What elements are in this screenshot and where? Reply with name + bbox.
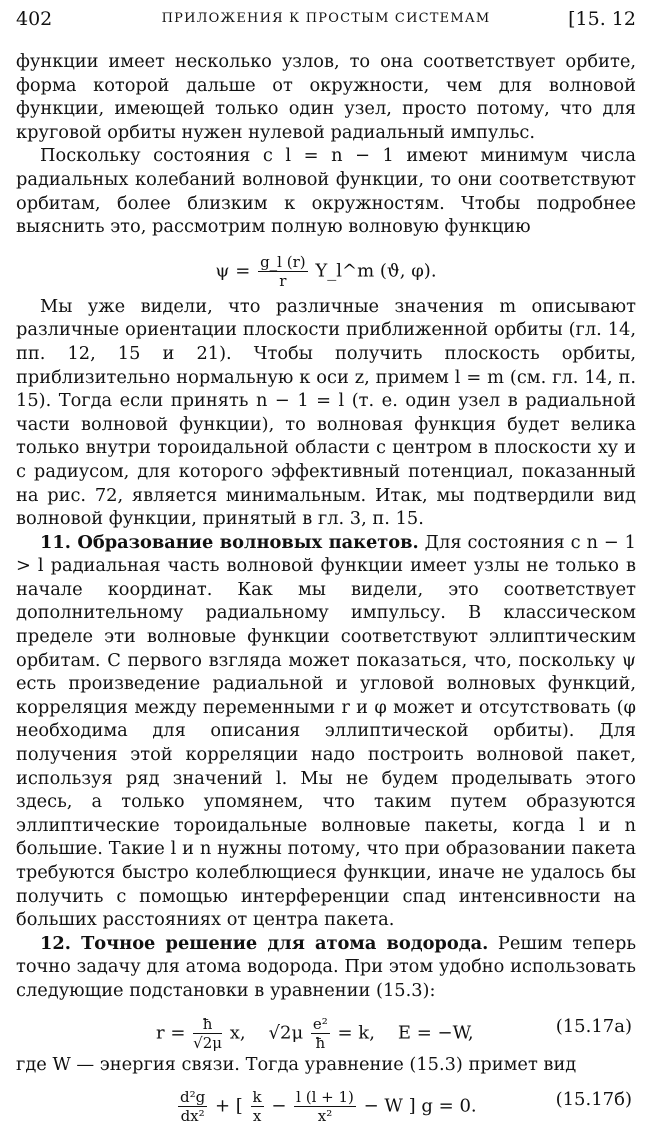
formula-psi-den: r [279,271,287,290]
section-12-text: Решим теперь точно задачу для атома водорода. При этом удобно использовать следующие подстановки в уравнении (15.3): [16,932,637,1001]
eq-a-r-fraction [193,1015,222,1052]
equation-number-a: (15.17а) [555,1015,632,1037]
eq-b-d-num: d²g [180,1088,206,1107]
eq-b-l-fraction [294,1088,356,1125]
eq-a-k-num: e² [312,1014,328,1033]
eq-b-l-num: l (l + 1) [296,1088,354,1107]
eq-a-k-den: ħ [315,1033,326,1052]
eq-a-k-rest: = k, [337,1022,375,1044]
page-header [16,8,636,38]
formula-psi-fraction [258,253,308,290]
eq-b-tail: − W ] g = 0. [363,1095,477,1117]
formula-psi-rest: Y_l^m (ϑ, φ). [315,260,437,282]
section-11-text: Для состояния с n − 1 > l радиальная часть волновой функции имеет узлы не только в начале координат. Как мы видели, это соответствует дополнительному радиальному импульсу. В классическом пределе эти волновые функции соответствуют эллиптическим орбитам. С первого взгляда может показаться, что, поскольку ψ есть произведение радиальной и угловой волновых функций, корреляция между переменными r и φ может и отсутствовать (φ необходима для описания эллиптической орбиты). Для получения этой корреляции надо построить волновой пакет, используя ряд значений l. Мы не будем проделывать этого здесь, а только упомянем, что таким путем образуются эллиптические тороидальные волновые пакеты, когда l и n большие. Такие l и n нужны потому, что при образовании пакета требуются быстро колеблющиеся функции, иначе не удалось бы получить с помощью интерференции спад интенсивности на больших расстояниях от центра пакета. [16,531,636,931]
paragraph-4: где W — энергия связи. Тогда уравнение (15.3) примет вид [16,1053,577,1075]
paragraph-2: Поскольку состояния с l = n − 1 имеют минимум числа радиальных колебаний волновой функции, то они соответствуют орбитам, более близким к окружностям. Чтобы подробнее выяснить это, рассмотрим полную волновую функцию [16,145,636,238]
eq-b-k-num: k [252,1088,262,1107]
formula-psi [16,239,636,295]
running-title: ПРИЛОЖЕНИЯ К ПРОСТЫМ СИСТЕМАМ [161,11,491,26]
eq-b-d-fraction [178,1088,207,1125]
eq-b-k-fraction [251,1088,264,1125]
eq-b-k-den: x [252,1107,262,1126]
equation-15-17b [16,1076,636,1126]
eq-a-k-sqrt: √2μ [268,1022,304,1044]
equation-number-b: (15.17б) [555,1089,632,1111]
eq-b-minus: − [271,1095,287,1117]
eq-a-r-num: ħ [193,1015,222,1034]
section-12-heading: 12. Точное решение для атома водорода. [40,932,489,954]
eq-a-r-var: x, [229,1022,246,1044]
page-body [16,50,636,1126]
eq-b-plus: + [ [214,1095,243,1117]
eq-a-k-fraction [311,1015,330,1052]
paragraph-3: Мы уже видели, что различные значения m описывают различные ориентации плоскости приближенной орбиты (гл. 14, пп. 12, 15 и 21). Чтобы получить плоскость орбиты, приблизительно нормальную к оси z, примем l = m (см. гл. 14, п. 15). Тогда если принять n − 1 = l (т. е. один узел в радиальной части волновой функции), то волновая функция будет велика только внутри тороидальной области с центром в плоскости xy и с радиусом, для которого эффективный потенциал, показанный на рис. 72, является минимальным. Итак, мы подтвердили вид волновой функции, принятый в гл. 3, п. 15. [16,295,636,530]
paragraph-1: функции имеет несколько узлов, то она соответствует орбите, форма которой дальше от окружности, чем для волновой функции, имеющей только один узел, просто потому, что для круговой орбиты нужен нулевой радиальный импульс. [16,51,636,143]
eq-a-r-lhs: r = [156,1022,186,1044]
eq-a-r-den: √2μ [193,1033,223,1052]
section-ref: [15. 12 [568,8,636,30]
section-11-heading: 11. Образование волновых пакетов. [40,531,419,553]
section-12 [16,932,636,1003]
eq-a-E: E = −W, [397,1022,474,1044]
formula-psi-lhs: ψ = [215,260,251,282]
eq-b-l-den: x² [317,1107,333,1126]
formula-psi-num: g_l (r) [260,252,306,271]
section-11 [16,531,636,932]
page-number: 402 [16,8,53,30]
equation-15-17a [16,1003,636,1053]
eq-b-d-den: dx² [180,1107,205,1126]
